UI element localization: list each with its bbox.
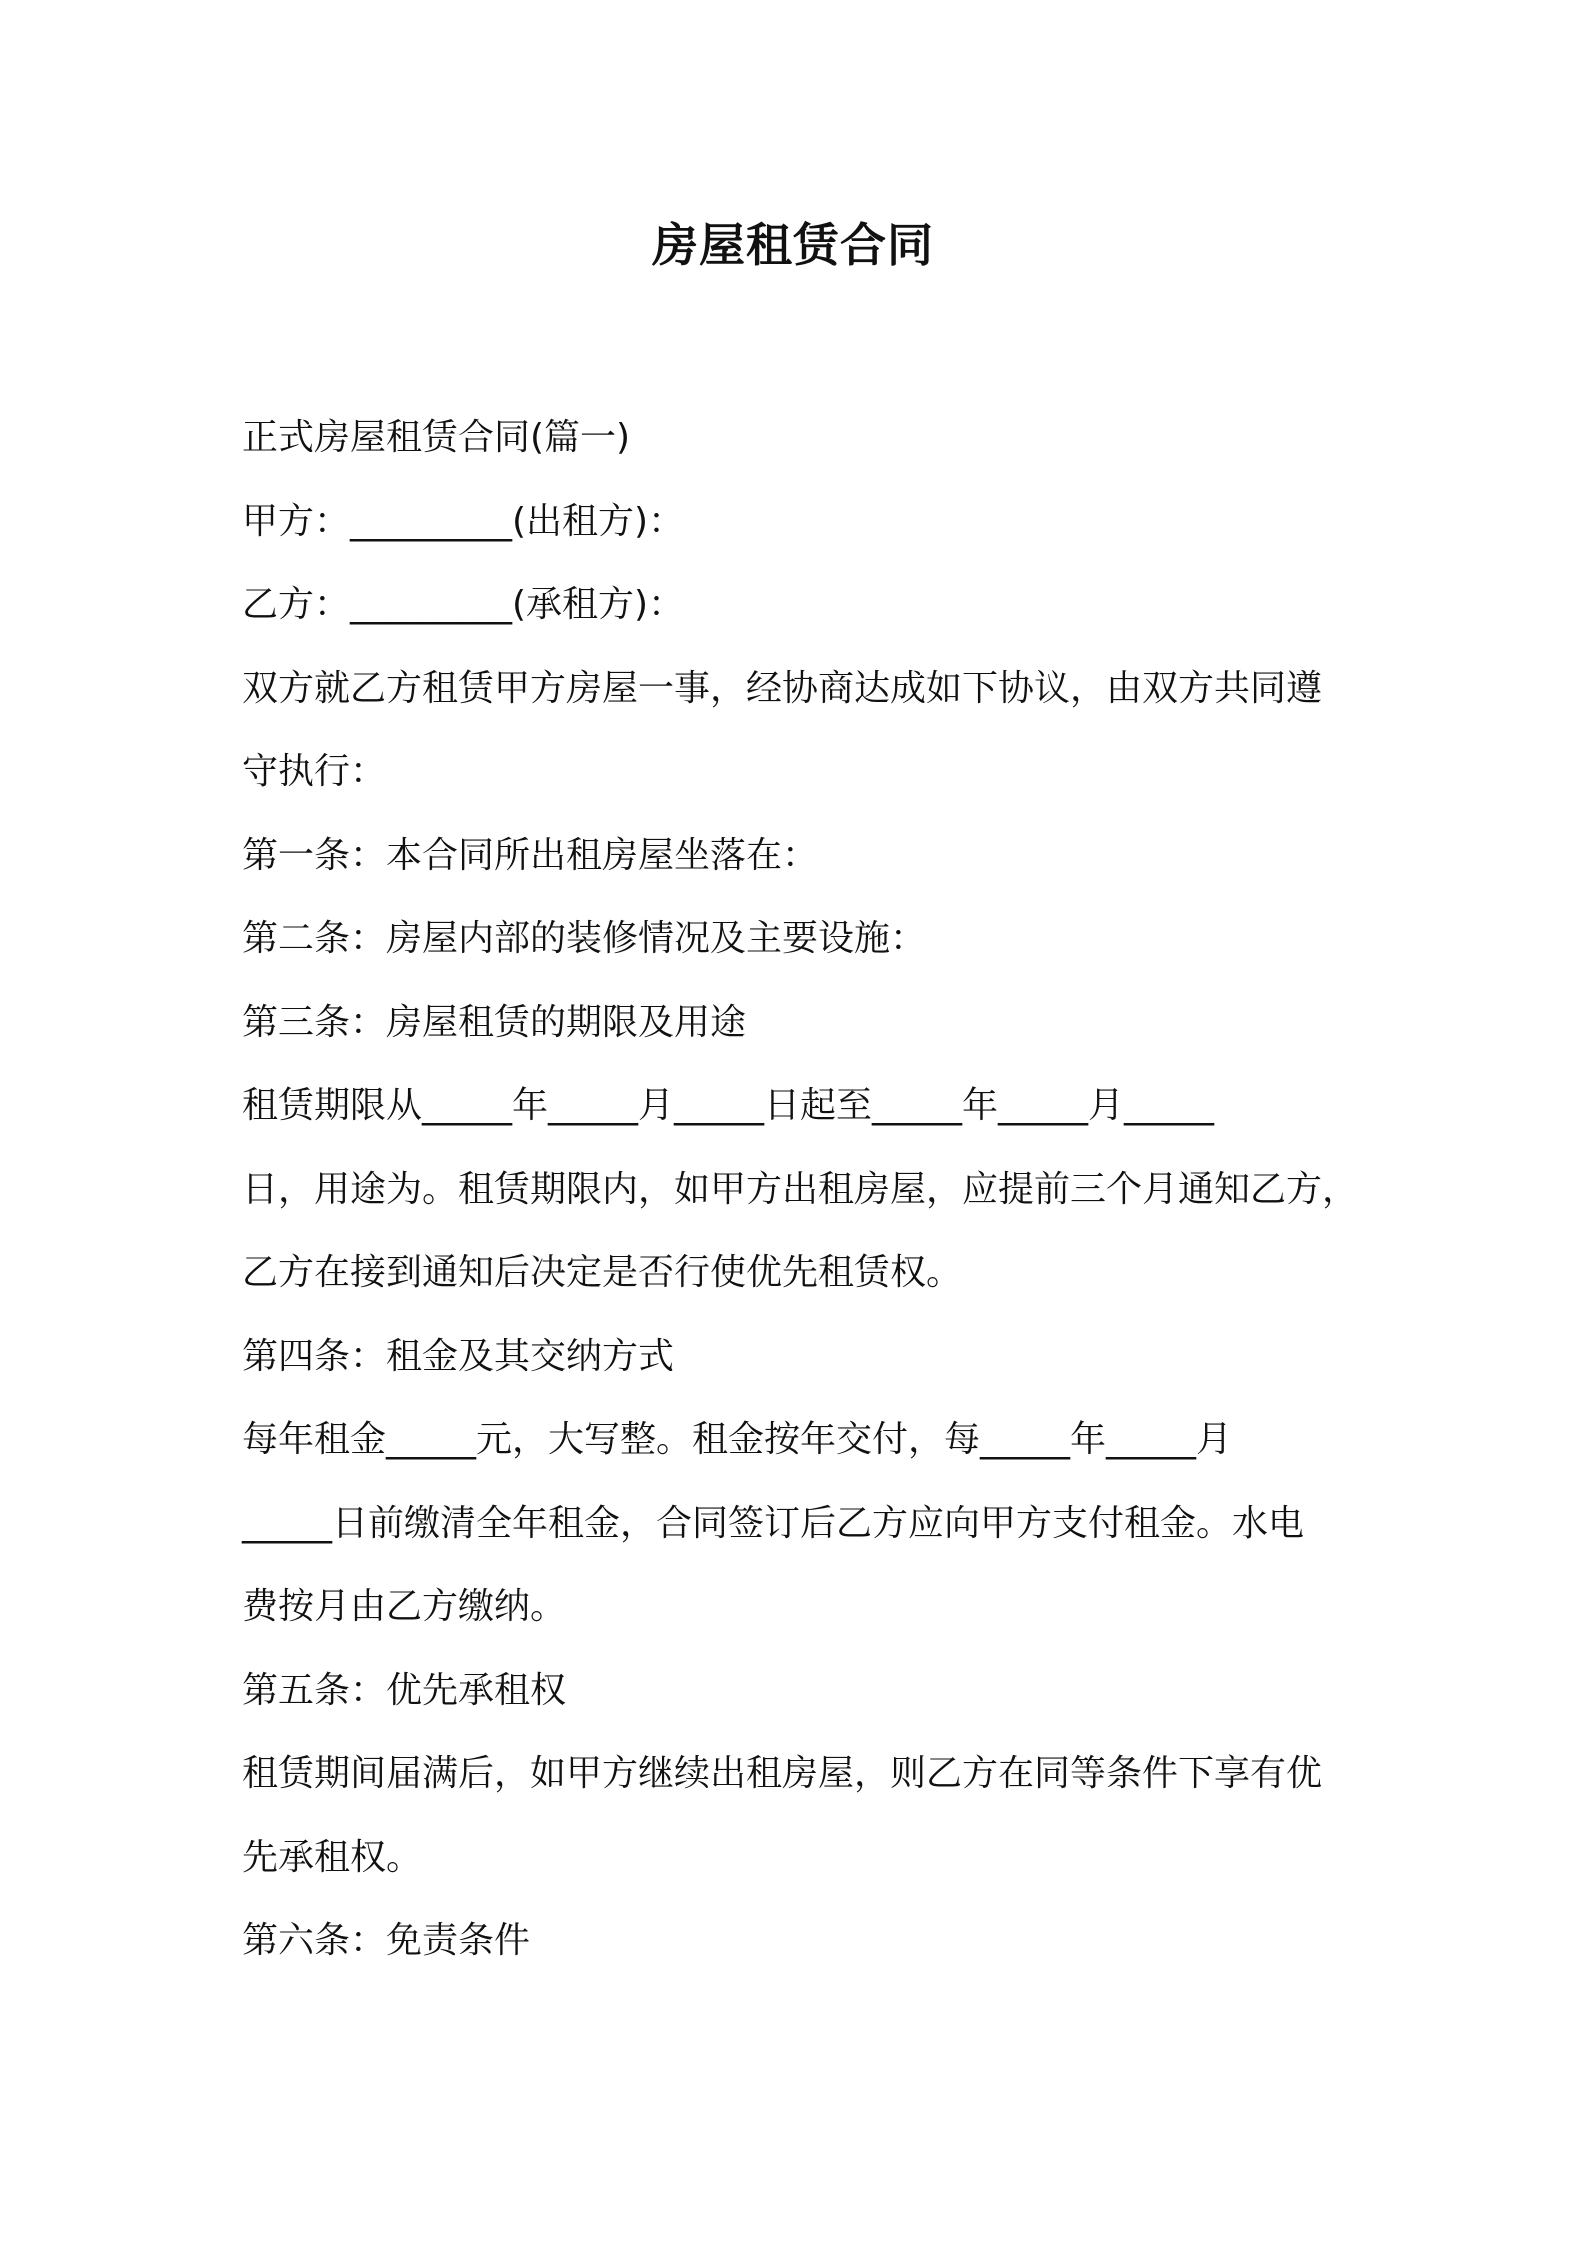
text-line: 第四条：租金及其交纳方式 [242,1335,675,1377]
text-line: 第二条：房屋内部的装修情况及主要设施： [242,918,927,959]
text-line: 租赁期间届满后，如甲方继续出租房屋，则乙方在同等条件下享有优 [242,1753,1323,1794]
text-line: 每年租金_____元，大写整。租金按年交付，每_____年_____月 [242,1419,1233,1460]
text-line: 守执行： [242,751,387,792]
text-line: _____日前缴清全年租金，合同签订后乙方应向甲方支付租金。水电 [242,1502,1305,1544]
text-line: 双方就乙方租赁甲方房屋一事，经协商达成如下协议，由双方共同遵 [242,667,1323,709]
text-line: 先承租权。 [242,1836,423,1878]
text-line: 乙方：_________(承租方)： [242,584,685,625]
text-line: 第三条：房屋租赁的期限及用途 [242,1001,747,1043]
text-line: 日，用途为。租赁期限内，如甲方出租房屋，应提前三个月通知乙方， [242,1168,1359,1210]
text-line: 甲方：_________(出租方)： [242,500,685,542]
document-title: 房屋租赁合同 [652,218,934,272]
text-line: 租赁期限从_____年_____月_____日起至_____年_____月_____ [242,1085,1215,1126]
text-line: 第一条：本合同所出租房屋坐落在： [242,834,819,876]
text-line: 第六条：免责条件 [242,1920,531,1961]
text-line: 正式房屋租赁合同(篇一) [242,417,631,458]
document-body [242,396,1359,1983]
text-line: 第五条：优先承租权 [242,1669,567,1711]
text-line: 乙方在接到通知后决定是否行使优先租赁权。 [242,1252,963,1293]
text-line: 费按月由乙方缴纳。 [242,1586,567,1627]
